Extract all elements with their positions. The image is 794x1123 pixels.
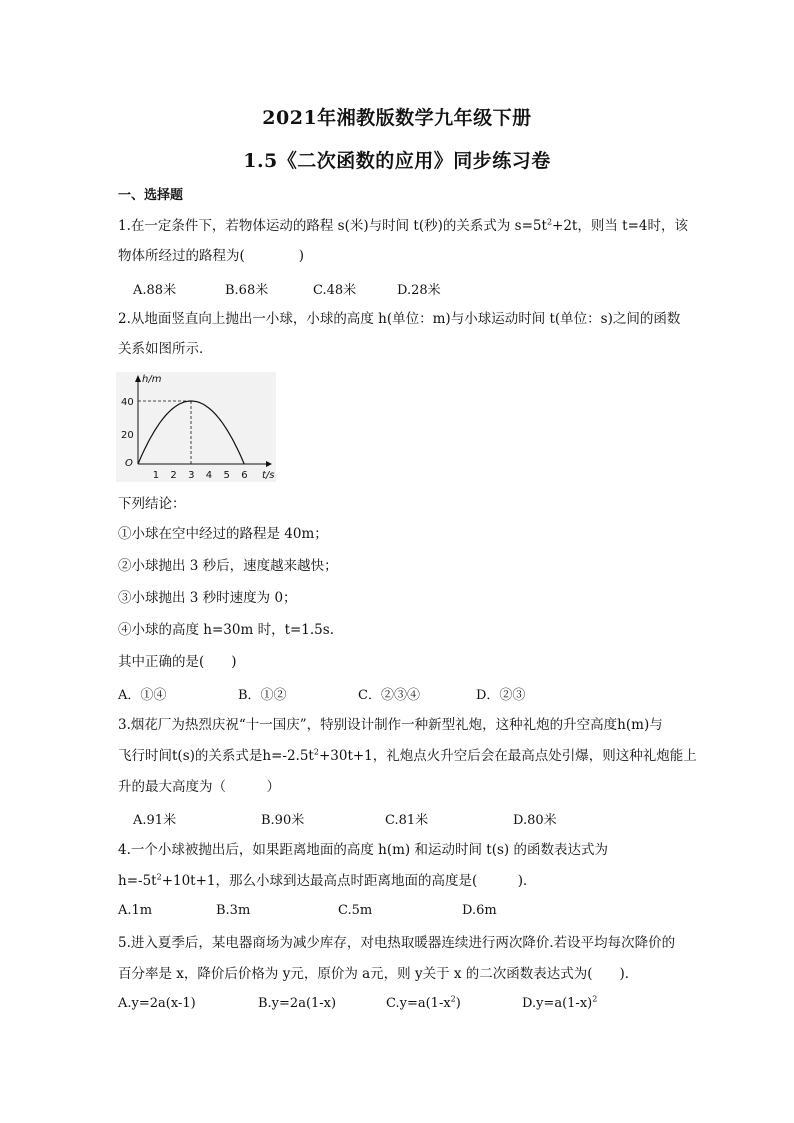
q2-statement-4: ④小球的高度 h=30m 时，t=1.5s.	[118, 622, 334, 638]
q1-stem-line1: 1.在一定条件下，若物体运动的路程 s(米)与时间 t(秒)的关系式为 $s=5t^2+2t$，则当 t=4时，该	[118, 217, 688, 234]
x-tick-2: 2	[170, 470, 177, 481]
q5-option-b[interactable]: B.y=2a(1-x)	[258, 996, 337, 1011]
x-axis-label: t/s	[262, 470, 275, 481]
q2-option-b[interactable]: B．①②	[238, 688, 287, 703]
q4-option-a[interactable]: A.1m	[118, 903, 153, 918]
document-subtitle: 1.5《二次函数的应用》同步练习卷	[243, 150, 551, 172]
q1-option-b[interactable]: B.68米	[225, 283, 269, 298]
q2-option-a[interactable]: A．①④	[118, 688, 167, 703]
y-tick-20: 20	[121, 430, 134, 441]
q2-intro: 下列结论：	[118, 496, 186, 512]
y-tick-40: 40	[121, 397, 134, 408]
q4-option-b[interactable]: B.3m	[216, 903, 251, 918]
q2-question: 其中正确的是( )	[118, 654, 237, 670]
document-title: 2021年湘教版数学九年级下册	[262, 107, 532, 129]
q2-option-c[interactable]: C．②③④	[358, 688, 420, 703]
section-heading: 一、选择题	[118, 188, 184, 203]
q2-options	[118, 684, 558, 704]
q1-stem-line2: 物体所经过的路程为( )	[118, 248, 305, 264]
q5-option-d[interactable]: $D.y=a(1-x)^2$	[522, 994, 598, 1011]
q1-option-c[interactable]: C.48米	[313, 283, 357, 298]
q2-option-d[interactable]: D．②③	[476, 688, 526, 703]
q4-options	[118, 903, 518, 923]
q3-stem-line1: 3.烟花厂为热烈庆祝“十一国庆”，特别设计制作一种新型礼炮，这种礼炮的升空高度h(m)与	[118, 717, 663, 733]
q5-options	[118, 996, 598, 1016]
q4-option-d[interactable]: D.6m	[462, 903, 497, 918]
q1-options	[133, 279, 493, 299]
x-tick-3: 3	[188, 470, 195, 481]
origin-label: O	[125, 458, 133, 469]
q5-option-a[interactable]: A.y=2a(x-1)	[118, 996, 196, 1011]
x-tick-5: 5	[223, 470, 230, 481]
q2-statement-3: ③小球抛出 3 秒时速度为 0；	[118, 590, 297, 606]
q5-option-c[interactable]: $C.y=a(1-x^2)$	[386, 994, 461, 1011]
q3-option-d[interactable]: D.80米	[513, 813, 557, 828]
height-time-graph	[116, 372, 276, 482]
q5-stem-line2: 百分率是 x，降价后价格为 y元，原价为 a元，则 y关于 x 的二次函数表达式为( )．	[118, 966, 639, 982]
q3-option-b[interactable]: B.90米	[261, 813, 305, 828]
x-tick-1: 1	[152, 470, 160, 481]
q3-option-c[interactable]: C.81米	[385, 813, 429, 828]
q4-stem-line2: $h=-5t^2+10t+1$，那么小球到达最高点时距离地面的高度是( )．	[118, 872, 537, 889]
q5-stem-line1: 5.进入夏季后，某电器商场为减少库存，对电热取暖器连续进行两次降价.若设平均每次降价的	[118, 935, 676, 951]
y-axis-label: h/m	[142, 374, 162, 385]
q4-stem-line1: 4.一个小球被抛出后，如果距离地面的高度 h(m) 和运动时间 t(s) 的函数表达式为	[118, 842, 608, 858]
x-tick-4: 4	[205, 470, 213, 481]
q3-stem-line2: 飞行时间t(s)的关系式是$h=-2.5t^2+30t+1$，礼炮点火升空后会在最高点处引爆，则这种礼炮能上	[118, 747, 697, 764]
q2-statement-2: ②小球抛出 3 秒后，速度越来越快；	[118, 558, 338, 574]
q2-stem-line2: 关系如图所示．	[118, 341, 213, 357]
q3-option-a[interactable]: A.91米	[133, 813, 177, 828]
q1-option-a[interactable]: A.88米	[133, 283, 177, 298]
q2-statement-1: ①小球在空中经过的路程是 40m；	[118, 526, 328, 542]
q3-stem-line3: 升的最大高度为（ ）	[118, 779, 280, 795]
q1-option-d[interactable]: D.28米	[397, 283, 441, 298]
x-tick-6: 6	[241, 470, 248, 481]
q4-option-c[interactable]: C.5m	[338, 903, 373, 918]
q3-options	[133, 809, 593, 829]
q2-stem-line1: 2.从地面竖直向上抛出一小球，小球的高度 h(单位：m)与小球运动时间 t(单位：s)之间的函数	[118, 311, 681, 327]
